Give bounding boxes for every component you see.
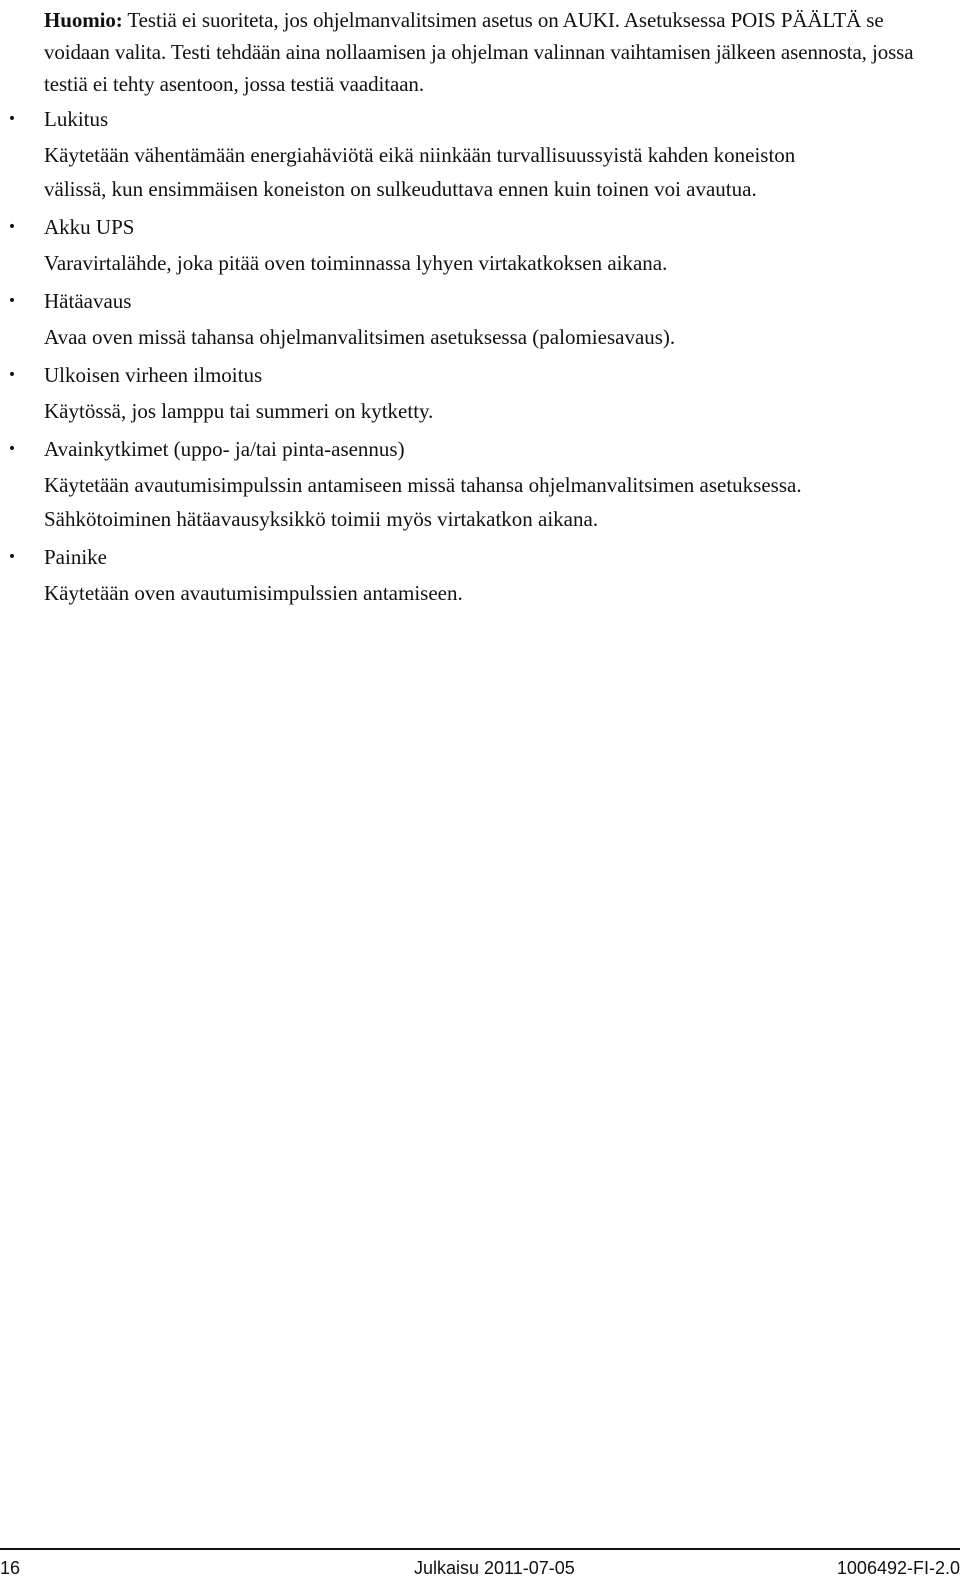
page-number: 16 [0, 1558, 21, 1578]
list-item-description: Käytetään avautumisimpulssin antamiseen missä tahansa ohjelmanvalitsimen asetuksessa. [44, 473, 802, 497]
document-code: 1006492-FI-2.0 [836, 1558, 960, 1578]
list-item-description: Käytetään vähentämään energiahäviötä eikä niinkään turvallisuussyistä kahden koneiston [44, 143, 796, 167]
bullet-icon: • [7, 219, 17, 235]
note-paragraph [44, 4, 954, 100]
note-label: Huomio: [44, 8, 123, 32]
list-item-title: Avainkytkimet (uppo- ja/tai pinta-asennus) [44, 437, 405, 461]
list-item-akku-ups [0, 210, 960, 280]
bullet-icon: • [7, 441, 17, 457]
list-item-lukitus [0, 102, 960, 206]
bullet-icon: • [7, 549, 17, 565]
list-item-title: Akku UPS [44, 215, 135, 239]
feature-list [0, 102, 960, 610]
list-item-description: Avaa oven missä tahansa ohjelmanvalitsimen asetuksessa (palomiesavaus). [44, 325, 676, 349]
list-item-description: välissä, kun ensimmäisen koneiston on sulkeuduttava ennen kuin toinen voi avautua. [44, 177, 757, 201]
list-item-description: Sähkötoiminen hätäavausyksikkö toimii myös virtakatkon aikana. [44, 507, 599, 531]
list-item-avainkytkimet [0, 432, 960, 536]
list-item-title: Ulkoisen virheen ilmoitus [44, 363, 263, 387]
list-item-description: Käytössä, jos lamppu tai summeri on kytketty. [44, 399, 434, 423]
note-text: Testiä ei suoriteta, jos ohjelmanvalitsimen asetus on AUKI. Asetuksessa POIS PÄÄLTÄ se voidaan valita. Testi tehdään aina nollaamisen ja ohjelman valinnan vaihtamisen jälkeen asennosta, jossa testiä ei tehty asentoon, jossa testiä vaaditaan. [44, 8, 914, 96]
list-item-ulkoisen-virheen-ilmoitus [0, 358, 960, 428]
list-item-description: Käytetään oven avautumisimpulssien antamiseen. [44, 581, 463, 605]
bullet-icon: • [7, 293, 17, 309]
list-item-title: Painike [44, 545, 107, 569]
bullet-icon: • [7, 367, 17, 383]
bullet-icon: • [7, 111, 17, 127]
list-item-painike [0, 540, 960, 610]
list-item-title: Hätäavaus [44, 289, 132, 313]
list-item-hataavaus [0, 284, 960, 354]
page-footer [0, 1556, 960, 1580]
list-item-description: Varavirtalähde, joka pitää oven toiminnassa lyhyen virtakatkoksen aikana. [44, 251, 668, 275]
list-item-title: Lukitus [44, 107, 109, 131]
footer-divider [0, 1548, 960, 1550]
publication-date: Julkaisu 2011-07-05 [414, 1558, 575, 1578]
